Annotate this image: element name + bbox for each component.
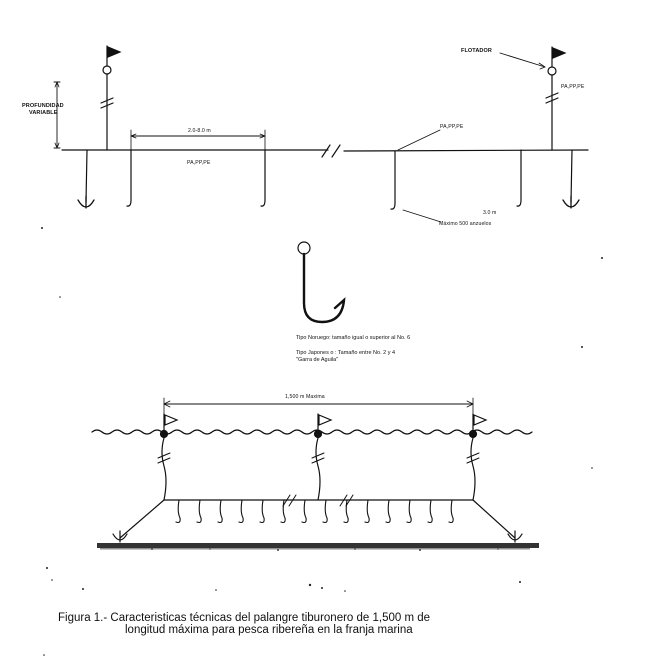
material-label-right: PA,PP,PE: [561, 84, 585, 90]
anchor-line-left: [120, 500, 164, 538]
branch-hook-1: [127, 150, 131, 206]
hook-detail: [304, 254, 344, 322]
buoy-line-2: [316, 438, 320, 500]
hook-info-japan-2: "Garra de Aguila": [296, 357, 339, 363]
right-anchor: [563, 196, 579, 208]
scan-noise: [41, 227, 603, 656]
depth-label-2: VARIABLE: [29, 110, 58, 116]
material-arrow: [398, 130, 440, 150]
material-label-mid: PA,PP,PE: [440, 124, 464, 130]
hook-info-japan-1: Tipo Japones o : Tamaño entre No. 2 y 4: [296, 350, 396, 356]
branch-hook-4: [517, 150, 521, 206]
caption-line-2: longitud máxima para pesca ribereña en la franja marina: [125, 624, 413, 636]
flotador-label: FLOTADOR: [461, 48, 492, 54]
float-2-flag: [318, 414, 331, 432]
bottom-hooks: [176, 500, 453, 523]
left-anchor-line: [86, 150, 87, 202]
flotador-arrow: [500, 53, 545, 67]
float-3: [470, 431, 477, 438]
figure-caption: [58, 612, 578, 636]
float-2: [315, 431, 322, 438]
main-line-right: [344, 150, 588, 151]
side-mark-label: 3.0 m: [483, 210, 497, 216]
break-mark: [322, 145, 340, 157]
branch-hook-2: [261, 150, 265, 206]
anchor-right: [508, 531, 522, 542]
caption-line-1: Figura 1.- Caracteristicas técnicas del palangre tiburonero de 1,500 m de: [58, 612, 431, 624]
seabed: [97, 543, 539, 548]
hook-eye: [298, 242, 310, 254]
max-hooks-label: Máximo 500 anzuelos: [439, 221, 492, 227]
length-label: 1,500 m Maxima: [285, 394, 325, 400]
buoy-line-1: [162, 438, 166, 500]
branch-hook-3: [391, 151, 395, 209]
depth-label-1: PROFUNDIDAD: [22, 103, 64, 109]
float-1: [161, 431, 168, 438]
left-anchor: [78, 196, 94, 208]
left-flag: [108, 47, 120, 57]
max-hooks-arrow: [403, 210, 441, 222]
right-float: [548, 67, 556, 75]
sea-surface: [92, 430, 532, 434]
seabed-texture: [100, 548, 530, 551]
spacing-label: 2.0-8.0 m: [188, 128, 211, 134]
float-3-flag: [473, 414, 486, 432]
anchor-left: [113, 531, 127, 542]
right-anchor-line: [571, 150, 572, 202]
hook-info-norway: Tipo Noruego: tamaño igual o superior al No. 6: [296, 335, 411, 341]
float-1-flag: [164, 414, 177, 432]
left-float: [103, 66, 111, 74]
anchor-line-right: [473, 500, 515, 538]
buoy-line-3: [471, 438, 475, 500]
material-label-left: PA,PP,PE: [187, 160, 211, 166]
right-flag: [553, 48, 565, 58]
